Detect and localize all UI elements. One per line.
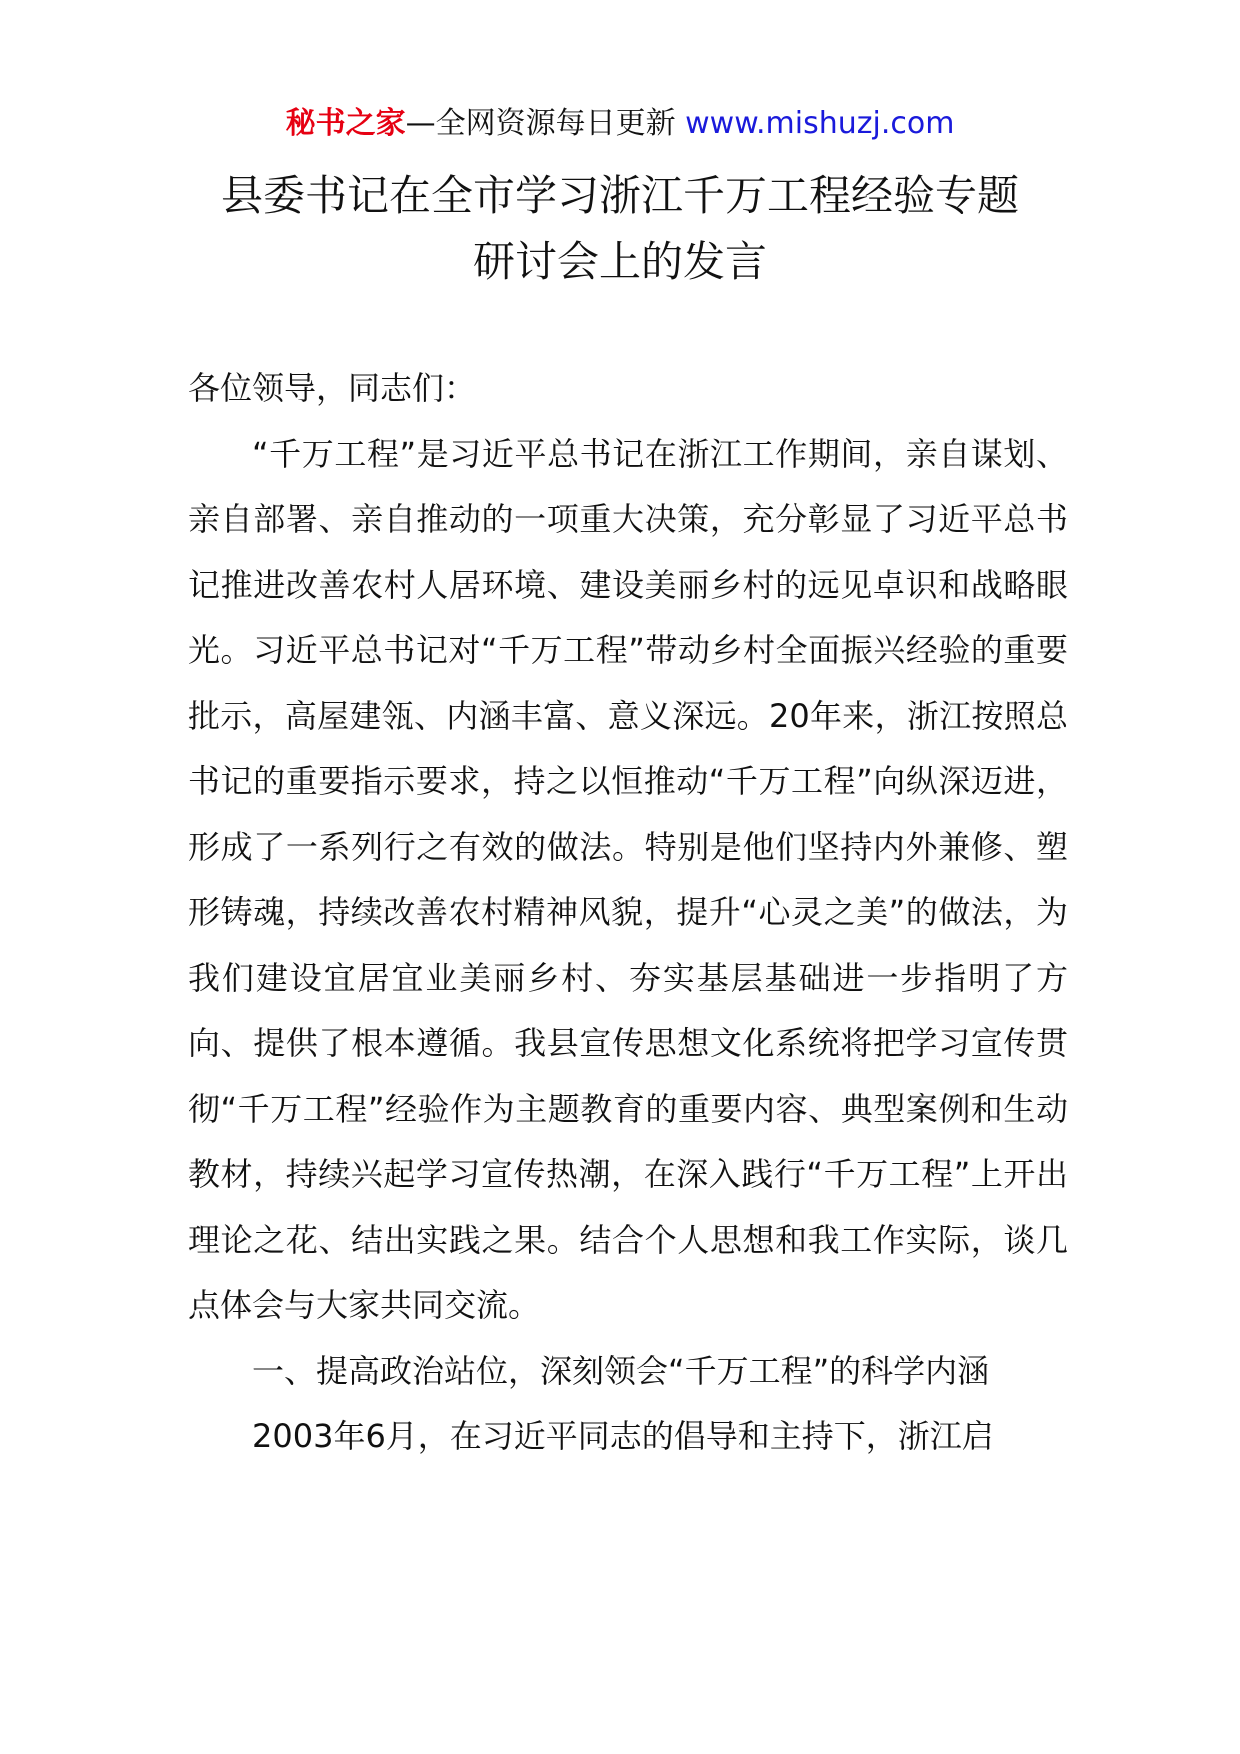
salutation: 各位领导，同志们： bbox=[188, 369, 477, 407]
title-line-2: 研讨会上的发言 bbox=[472, 237, 767, 286]
title-line-1: 县委书记在全市学习浙江千万工程经验专题 bbox=[220, 171, 1019, 220]
site-banner bbox=[0, 104, 1240, 144]
paragraph-intro: “千万工程”是习近平总书记在浙江工作期间，亲自谋划、亲自部署、亲自推动的一项重大决策，充分彰显了习近平总书记推进改善农村人居环境、建设美丽乡村的远见卓识和战略眼光。习近平总书记对“千万工程”带动乡村全面振兴经验的重要批示，高屋建瓴、内涵丰富、意义深远。20年来，浙江按照总书记的重要指示要求，持之以恒推动“千万工程”向纵深迈进，形成了一系列行之有效的做法。特别是他们坚持内外兼修、塑形铸魂，持续改善农村精神风貌，提升“心灵之美”的做法，为我们建设宜居宜业美丽乡村、夯实基层基础进一步指明了方向、提供了根本遵循。我县宣传思想文化系统将把学习宣传贯彻“千万工程”经验作为主题教育的重要内容、典型案例和生动教材，持续兴起学习宣传热潮，在深入践行“千万工程”上开出理论之花、结出实践之果。结合个人思想和我工作实际，谈几点体会与大家共同交流。 bbox=[188, 434, 1068, 1324]
paragraph-section-1: 2003年6月，在习近平同志的倡导和主持下，浙江启 bbox=[252, 1417, 994, 1455]
brand-name: 秘书之家 bbox=[285, 106, 406, 141]
site-url-link[interactable]: www.mishuzj.com bbox=[685, 106, 955, 141]
document-body bbox=[188, 356, 1068, 1470]
banner-tagline: —全网资源每日更新 bbox=[405, 106, 686, 141]
document-title bbox=[0, 163, 1240, 295]
section-heading-1: 一、提高政治站位，深刻领会“千万工程”的科学内涵 bbox=[252, 1351, 990, 1390]
